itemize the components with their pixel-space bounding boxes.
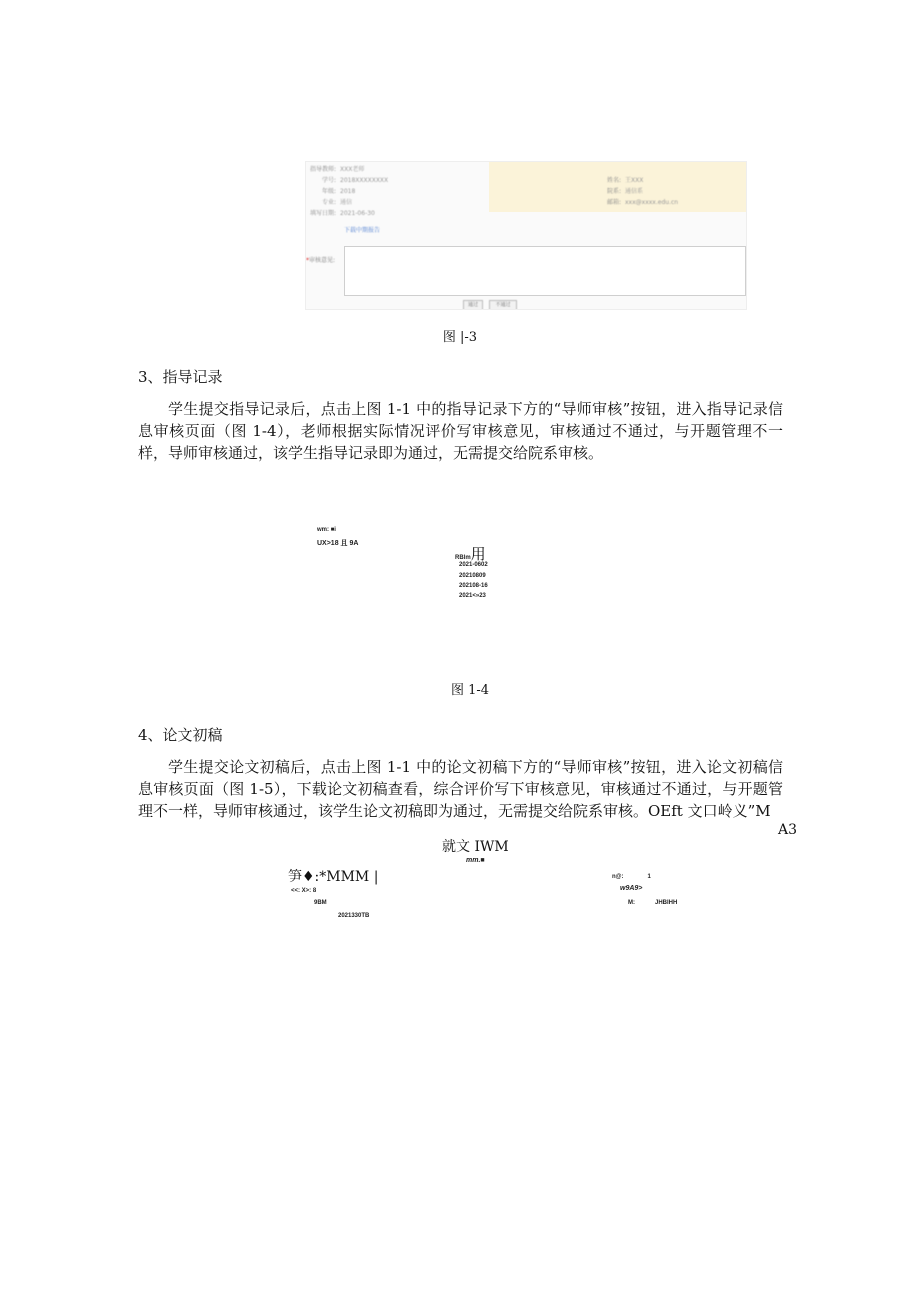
major-row: 专业: 通信 bbox=[321, 199, 353, 206]
section-4-heading: 4、论文初稿 bbox=[138, 726, 223, 744]
fig4-date-2: 20210809 bbox=[459, 573, 486, 579]
caption-figure-1-4: 图 1-4 bbox=[450, 683, 490, 698]
fig4-line1: wm: ■i bbox=[317, 527, 336, 533]
opinion-label: *审核意见: bbox=[306, 257, 336, 264]
teacher-row: 指导教师: XXX老师 bbox=[309, 166, 365, 173]
download-report-link[interactable]: 下载中期报告 bbox=[344, 227, 381, 234]
fail-button[interactable]: 不通过 bbox=[489, 300, 517, 310]
fig5-right-row3: M: JHBIHH bbox=[628, 900, 678, 906]
department-row: 院系: 通信系 bbox=[606, 188, 644, 195]
fig5-left-row2: 9BM bbox=[314, 900, 327, 906]
figure-1-3-screenshot bbox=[305, 161, 747, 310]
section-4-trailing: A3 bbox=[778, 822, 798, 838]
fig4-line2: UX>18 且 9A bbox=[317, 540, 359, 547]
fig5-left-big: 笋♦:*MMM | bbox=[288, 869, 379, 885]
fig5-right-row2: w9A9> bbox=[620, 885, 643, 892]
caption-figure-1-3: 图 |-3 bbox=[442, 330, 478, 345]
review-opinion-textarea[interactable] bbox=[344, 246, 746, 296]
section-3-heading: 3、指导记录 bbox=[138, 368, 223, 386]
fig5-title: 就文 IWM bbox=[442, 839, 509, 855]
email-row: 邮箱: xxx@xxxx.edu.cn bbox=[606, 199, 679, 206]
fig4-label: RBlm用 bbox=[455, 545, 486, 563]
name-row: 姓名: 王XXX bbox=[606, 177, 644, 184]
date-row: 填写日期: 2021-06-30 bbox=[309, 210, 375, 217]
student-no-row: 学号: 2018XXXXXXXX bbox=[321, 177, 389, 184]
section-3-paragraph: 学生提交指导记录后，点击上图 1-1 中的指导记录下方的“导师审核”按钮，进入指导记录信息审核页面（图 1-4），老师根据实际情况评价写审核意见，审核通过不通过，与开题管理不一样，导师审核通过，该学生指导记录即为通过，无需提交给院系审核。 bbox=[138, 400, 783, 462]
fig4-date-3: 202108-16 bbox=[459, 583, 488, 589]
fig5-left-row3: 2021330TB bbox=[338, 913, 370, 919]
fig4-date-4: 2021<»23 bbox=[459, 593, 486, 599]
pass-button[interactable]: 通过 bbox=[463, 300, 483, 310]
fig5-sub: mm.■ bbox=[466, 857, 485, 864]
grade-row: 年级: 2018 bbox=[321, 188, 356, 195]
required-mark: * bbox=[306, 257, 309, 264]
section-4-paragraph: 学生提交论文初稿后，点击上图 1-1 中的论文初稿下方的“导师审核”按钮，进入论文初稿信息审核页面（图 1-5），下载论文初稿查看，综合评价写下审核意见，审核通过不通过，与开题管理不一样，导师审核通过，该学生论文初稿即为通过，无需提交给院系审核。OEft 文口岭义”M bbox=[138, 758, 783, 820]
fig5-left-row1: <<: X>: 8 bbox=[291, 888, 317, 894]
fig5-right-row1: n@: 1 bbox=[612, 874, 651, 880]
fig4-date-1: 2021-0602 bbox=[459, 562, 488, 568]
